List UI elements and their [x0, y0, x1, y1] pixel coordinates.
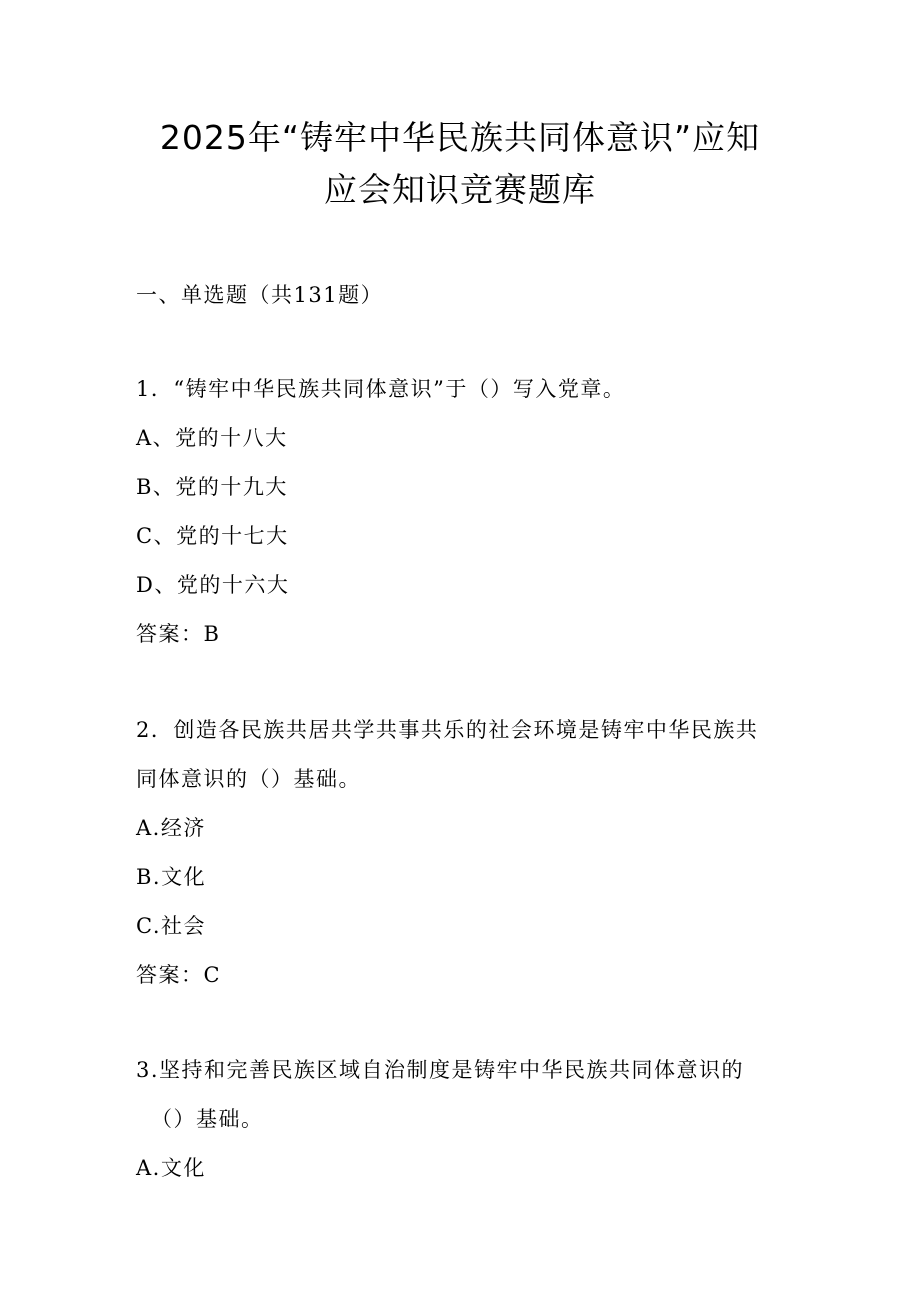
- question-2-option-b: B.文化: [136, 865, 207, 889]
- question-2-stem-line-1: 2．创造各民族共居共学共事共乐的社会环境是铸牢中华民族共: [136, 718, 759, 742]
- question-1-answer: 答案：B: [136, 622, 221, 646]
- question-1-option-d: D、党的十六大: [136, 573, 290, 597]
- question-3-stem-line-2: （）基础。: [151, 1107, 264, 1131]
- section-heading: 一、单选题（共131题）: [136, 283, 384, 307]
- question-2-answer: 答案：C: [136, 963, 222, 987]
- question-3-option-a: A.文化: [136, 1156, 206, 1180]
- question-2-option-a: A.经济: [136, 816, 206, 840]
- question-1-stem: 1．“铸牢中华民族共同体意识”于（）写入党章。: [136, 377, 626, 401]
- question-2-stem-line-2: 同体意识的（）基础。: [136, 767, 361, 791]
- question-2-option-c: C.社会: [136, 914, 206, 938]
- question-3-stem-line-1: 3.坚持和完善民族区域自治制度是铸牢中华民族共同体意识的: [136, 1058, 745, 1082]
- question-1-option-c: C、党的十七大: [136, 524, 289, 548]
- question-1-option-a: A、党的十八大: [136, 426, 288, 450]
- title-line-2: 应会知识竞赛题库: [324, 170, 596, 209]
- document-title: [120, 112, 800, 216]
- title-line-1: 2025年“铸牢中华民族共同体意识”应知: [159, 118, 761, 157]
- question-1-option-b: B、党的十九大: [136, 475, 288, 499]
